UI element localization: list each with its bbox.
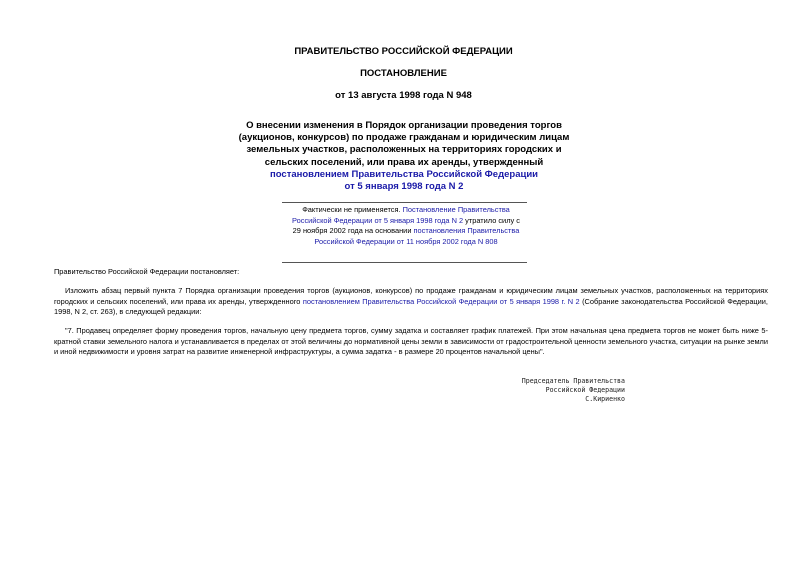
amendment-link-decree[interactable]: постановлением Правительства Российской Федерации от 5 января 1998 г. N 2 [302, 296, 580, 306]
note-middle: утратило силу с 29 ноября 2002 года на основании [292, 215, 520, 236]
title-link-decree[interactable]: постановлением Правительства Российской Федерации [270, 168, 538, 180]
amendment-text-before: Изложить абзац первый пункта 7 Порядка организации проведения торгов (аукционов, конкурсов) по продаже гражданам и юридическим лицам земельных участков, расположенных на территориях городских и сельских поселений, или права их аренды, утвержденного [54, 286, 768, 306]
status-note [290, 205, 522, 247]
signature-position: Председатель Правительства [521, 377, 625, 385]
signature-block [470, 377, 625, 405]
new-wording-paragraph: "7. Продавец определяет форму проведения торгов, начальную цену предмета торгов, сумму задатка и составляет график платежей. При этом начальная цена предмета торгов не может быть ниже 5-кратной ставки земельного налога и устанавливается в пределах от этой величины до нормативной цены земли в зависимости от градостроительной ценности земельного участка, ситуации на рынке земли и иной недвижимости и уровня затрат на развитие инженерной инфраструктуры, а сумма задатка - в размере 20 процентов начальной цены". [54, 326, 768, 357]
note-top-divider [282, 202, 527, 203]
preamble-paragraph: Правительство Российской Федерации постановляет: [54, 267, 240, 276]
note-link-repealing-decree[interactable]: постановления Правительства Российской Федерации от 11 ноября 2002 года N 808 [314, 226, 520, 246]
document-type-heading: ПОСТАНОВЛЕНИЕ [360, 68, 447, 79]
amendment-paragraph [54, 286, 768, 318]
document-title [230, 120, 578, 193]
government-heading: ПРАВИТЕЛЬСТВО РОССИЙСКОЙ ФЕДЕРАЦИИ [294, 46, 513, 57]
note-bottom-divider [282, 262, 527, 263]
document-date-number: от 13 августа 1998 года N 948 [335, 90, 472, 101]
amendment-text-after: (Собрание законодательства Российской Федерации, 1998, N 2, ст. 263), в следующей редакции: [54, 296, 768, 317]
note-prefix: Фактически не применяется. [302, 205, 401, 214]
signature-name: С.Кириенко [585, 395, 625, 404]
title-text: О внесении изменения в Порядок организации проведения торгов (аукционов, конкурсов) по продаже гражданам и юридическим лицам земельных участков, расположенных на территориях городских и сельских поселений, или права их аренды, утвержденный [238, 120, 570, 168]
signature-organization: Российской Федерации [545, 386, 625, 395]
note-link-repealed-decree[interactable]: Постановление Правительства Российской Федерации от 5 января 1998 года N 2 [292, 205, 510, 225]
title-link-date[interactable]: от 5 января 1998 года N 2 [344, 181, 464, 193]
